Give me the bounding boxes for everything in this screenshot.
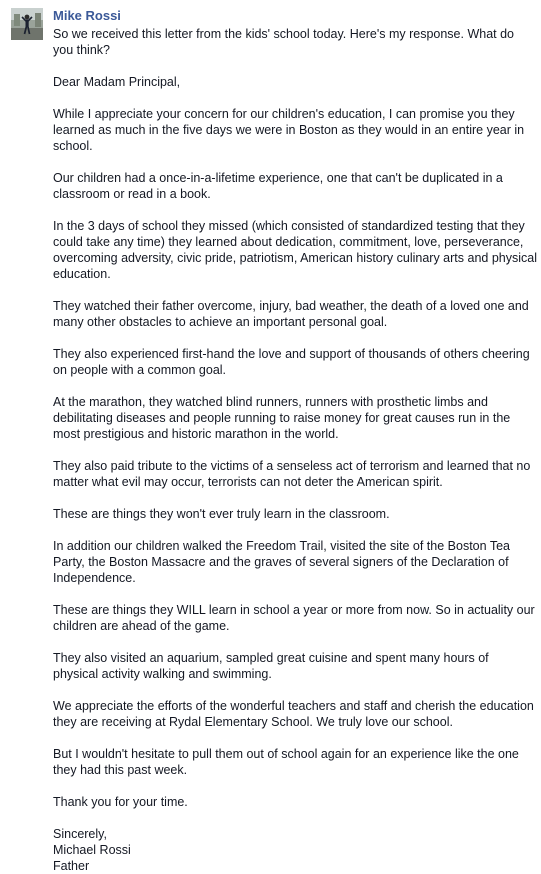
letter-paragraph: They watched their father overcome, injury, bad weather, the death of a loved one and many other obstacles to achieve an important personal goal. — [53, 299, 529, 329]
letter-signoff — [53, 826, 537, 874]
letter-paragraph: We appreciate the efforts of the wonderful teachers and staff and cherish the education they are receiving at Rydal Elementary School. We truly love our school. — [53, 699, 534, 729]
letter-body — [53, 74, 537, 810]
letter-paragraph: They also visited an aquarium, sampled great cuisine and spent many hours of physical activity walking and swimming. — [53, 651, 489, 681]
letter-paragraph: In the 3 days of school they missed (which consisted of standardized testing that they could take any time) they learned about dedication, commitment, love, perseverance, overcoming adversity, civic pride, patriotism, American history culinary arts and physical education. — [53, 219, 537, 281]
letter-salutation: Dear Madam Principal, — [53, 75, 181, 89]
letter-paragraph: These are things they won't ever truly learn in the classroom. — [53, 507, 390, 521]
letter-paragraph: Our children had a once-in-a-lifetime experience, one that can't be duplicated in a classroom or read in a book. — [53, 171, 503, 201]
letter-paragraph: Thank you for your time. — [53, 795, 188, 809]
signature-name: Michael Rossi — [53, 843, 131, 857]
letter-paragraph: They also experienced first-hand the love and support of thousands of others cheering on people with a common goal. — [53, 347, 530, 377]
letter-paragraph: While I appreciate your concern for our children's education, I can promise you they learned as much in the five days we were in Boston as they would in an entire year in school. — [53, 107, 525, 153]
letter-paragraph: At the marathon, they watched blind runners, runners with prosthetic limbs and debilitating diseases and people running to raise money for great causes run in the most prestigious and historic marathon in the world. — [53, 395, 511, 441]
letter-paragraph: In addition our children walked the Freedom Trail, visited the site of the Boston Tea Party, the Boston Massacre and the graves of several signers of the Declaration of Independence. — [53, 539, 510, 585]
signature-title: Father — [53, 859, 90, 873]
post-intro-text: So we received this letter from the kids' school today. Here's my response. What do you think? — [53, 27, 514, 57]
letter-paragraph: These are things they WILL learn in school a year or more from now. So in actuality our children are ahead of the game. — [53, 603, 535, 633]
letter-paragraph: They also paid tribute to the victims of a senseless act of terrorism and learned that no matter what evil may occur, terrorists can not deter the American spirit. — [53, 459, 531, 489]
author-name-link[interactable]: Mike Rossi — [53, 8, 121, 23]
runner-photo-avatar-icon — [11, 8, 43, 40]
author-avatar[interactable] — [11, 8, 43, 40]
post-content — [53, 8, 537, 874]
letter-closing: Sincerely, — [53, 827, 107, 841]
letter-paragraph: But I wouldn't hesitate to pull them out of school again for an experience like the one they had this past week. — [53, 747, 519, 777]
